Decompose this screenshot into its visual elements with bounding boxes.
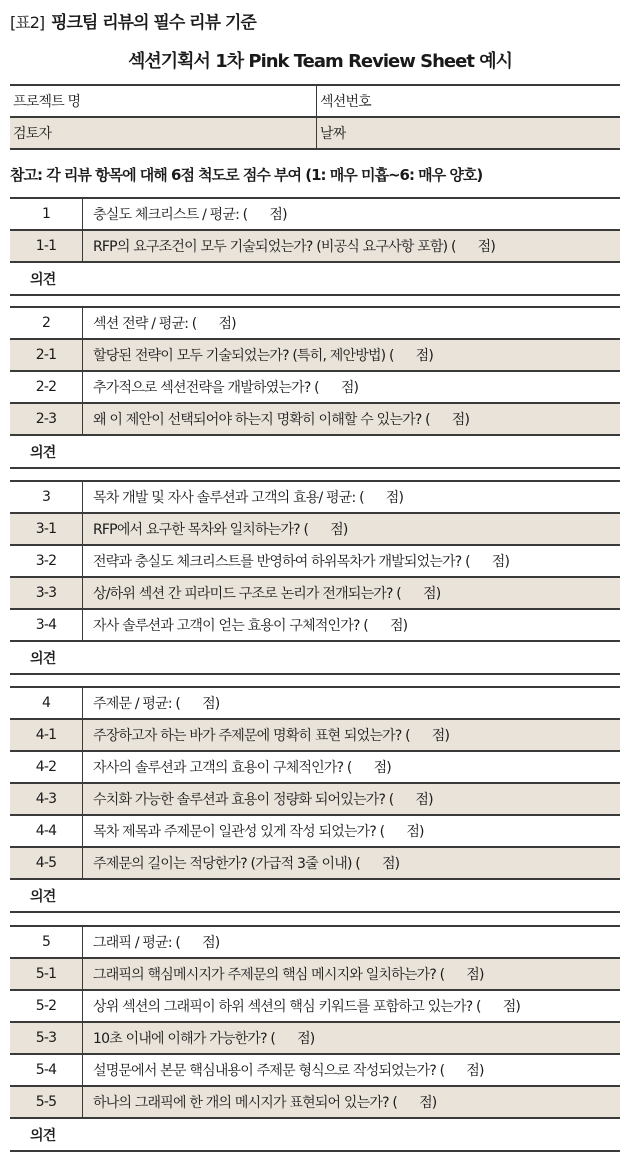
section-header-row xyxy=(10,198,620,230)
review-item-row xyxy=(10,751,620,783)
item-question: 하나의 그래픽에 한 개의 메시지가 표현되어 있는가? ( 점) xyxy=(83,1086,621,1118)
item-question: 왜 이 제안이 선택되어야 하는지 명확히 이해할 수 있는가? ( 점) xyxy=(83,403,621,435)
opinion-row[interactable] xyxy=(10,641,620,674)
section-number-field[interactable]: 섹션번호 xyxy=(317,85,621,117)
item-question: 주제문의 길이는 적당한가? (가급적 3줄 이내) ( 점) xyxy=(83,847,621,879)
opinion-row[interactable] xyxy=(10,262,620,295)
opinion-label: 의견 xyxy=(10,435,620,468)
item-number: 3-3 xyxy=(10,577,83,609)
review-item-row xyxy=(10,1054,620,1086)
opinion-label: 의견 xyxy=(10,879,620,912)
project-info-table xyxy=(10,84,620,150)
section-number: 3 xyxy=(10,481,83,513)
item-question: 추가적으로 섹션전략을 개발하였는가? ( 점) xyxy=(83,371,621,403)
section-title: 주제문 / 평균: ( 점) xyxy=(83,687,621,719)
item-number: 3-1 xyxy=(10,513,83,545)
item-question: RFP의 요구조건이 모두 기술되었는가? (비공식 요구사항 포함) ( 점) xyxy=(83,230,621,262)
item-question: 목차 제목과 주제문이 일관성 있게 작성 되었는가? ( 점) xyxy=(83,815,621,847)
review-section-5 xyxy=(10,925,620,1152)
review-item-row xyxy=(10,1086,620,1118)
section-title: 충실도 체크리스트 / 평균: ( 점) xyxy=(83,198,621,230)
opinion-label: 의견 xyxy=(10,641,620,674)
item-number: 4-2 xyxy=(10,751,83,783)
section-number: 1 xyxy=(10,198,83,230)
review-section-2 xyxy=(10,306,620,469)
item-question: 상위 섹션의 그래픽이 하위 섹션의 핵심 키워드를 포함하고 있는가? ( 점) xyxy=(83,990,621,1022)
section-title: 그래픽 / 평균: ( 점) xyxy=(83,926,621,958)
section-header-row xyxy=(10,481,620,513)
item-number: 3-2 xyxy=(10,545,83,577)
project-name-field[interactable]: 프로젝트 명 xyxy=(10,85,317,117)
item-question: 할당된 전략이 모두 기술되었는가? (특히, 제안방법) ( 점) xyxy=(83,339,621,371)
item-number: 4-3 xyxy=(10,783,83,815)
review-section-3 xyxy=(10,480,620,675)
item-number: 2-3 xyxy=(10,403,83,435)
review-item-row xyxy=(10,513,620,545)
review-item-row xyxy=(10,815,620,847)
item-number: 2-2 xyxy=(10,371,83,403)
figure-tag: [표2] xyxy=(10,13,45,32)
review-item-row xyxy=(10,230,620,262)
review-section-4 xyxy=(10,686,620,913)
opinion-label: 의견 xyxy=(10,1118,620,1151)
item-question: 10초 이내에 이해가 가능한가? ( 점) xyxy=(83,1022,621,1054)
review-item-row xyxy=(10,339,620,371)
figure-title xyxy=(10,8,256,33)
review-item-row xyxy=(10,719,620,751)
figure-title-text: 핑크팀 리뷰의 필수 리뷰 기준 xyxy=(51,13,256,33)
opinion-label: 의견 xyxy=(10,262,620,295)
section-header-row xyxy=(10,687,620,719)
item-number: 5-2 xyxy=(10,990,83,1022)
item-question: RFP에서 요구한 목차와 일치하는가? ( 점) xyxy=(83,513,621,545)
review-item-row xyxy=(10,371,620,403)
review-item-row xyxy=(10,847,620,879)
item-number: 5-1 xyxy=(10,958,83,990)
section-header-row xyxy=(10,926,620,958)
review-item-row xyxy=(10,577,620,609)
review-item-row xyxy=(10,1022,620,1054)
item-question: 수치화 가능한 솔루션과 효용이 정량화 되어있는가? ( 점) xyxy=(83,783,621,815)
info-row-reviewer xyxy=(10,117,620,149)
review-item-row xyxy=(10,545,620,577)
info-row-project xyxy=(10,85,620,117)
sheet-title: 섹션기획서 1차 Pink Team Review Sheet 예시 xyxy=(128,51,512,72)
review-item-row xyxy=(10,958,620,990)
item-number: 2-1 xyxy=(10,339,83,371)
item-number: 3-4 xyxy=(10,609,83,641)
item-number: 5-5 xyxy=(10,1086,83,1118)
item-question: 자사의 솔루션과 고객의 효용이 구체적인가? ( 점) xyxy=(83,751,621,783)
section-number: 2 xyxy=(10,307,83,339)
section-number: 5 xyxy=(10,926,83,958)
item-number: 1-1 xyxy=(10,230,83,262)
item-question: 전략과 충실도 체크리스트를 반영하여 하위목차가 개발되었는가? ( 점) xyxy=(83,545,621,577)
review-item-row xyxy=(10,609,620,641)
reviewer-field[interactable]: 검토자 xyxy=(10,117,317,149)
item-number: 4-1 xyxy=(10,719,83,751)
item-number: 5-4 xyxy=(10,1054,83,1086)
item-number: 4-5 xyxy=(10,847,83,879)
opinion-row[interactable] xyxy=(10,1118,620,1151)
item-question: 설명문에서 본문 핵심내용이 주제문 형식으로 작성되었는가? ( 점) xyxy=(83,1054,621,1086)
section-title: 목차 개발 및 자사 솔루션과 고객의 효용/ 평균: ( 점) xyxy=(83,481,621,513)
item-question: 자사 솔루션과 고객이 얻는 효용이 구체적인가? ( 점) xyxy=(83,609,621,641)
item-question: 그래픽의 핵심메시지가 주제문의 핵심 메시지와 일치하는가? ( 점) xyxy=(83,958,621,990)
opinion-row[interactable] xyxy=(10,435,620,468)
section-number: 4 xyxy=(10,687,83,719)
section-title: 섹션 전략 / 평균: ( 점) xyxy=(83,307,621,339)
date-field[interactable]: 날짜 xyxy=(317,117,621,149)
scoring-note: 참고: 각 리뷰 항목에 대해 6점 척도로 점수 부여 (1: 매우 미흡~6: 매우 양호) xyxy=(10,166,483,184)
review-item-row xyxy=(10,783,620,815)
item-question: 상/하위 섹션 간 피라미드 구조로 논리가 전개되는가? ( 점) xyxy=(83,577,621,609)
review-item-row xyxy=(10,403,620,435)
review-section-1 xyxy=(10,197,620,296)
opinion-row[interactable] xyxy=(10,879,620,912)
item-number: 4-4 xyxy=(10,815,83,847)
item-number: 5-3 xyxy=(10,1022,83,1054)
section-header-row xyxy=(10,307,620,339)
review-item-row xyxy=(10,990,620,1022)
item-question: 주장하고자 하는 바가 주제문에 명확히 표현 되었는가? ( 점) xyxy=(83,719,621,751)
